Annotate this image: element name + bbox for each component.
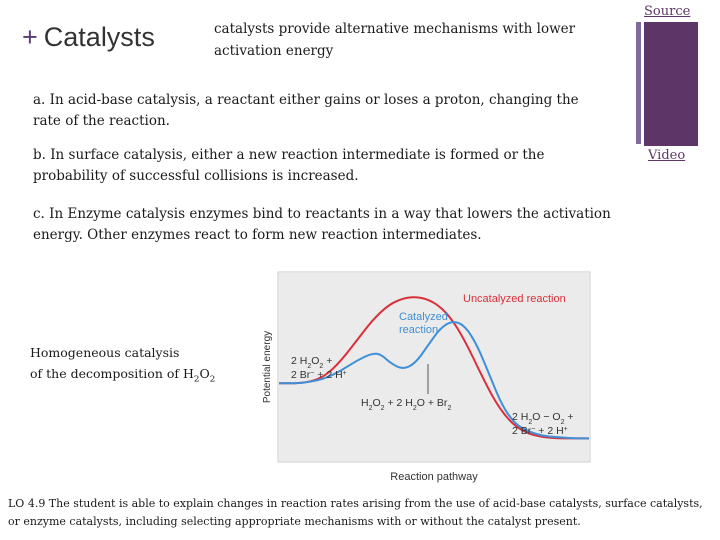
caption-line-1: Homogeneous catalysis bbox=[30, 345, 180, 360]
series-label-uncatalyzed: Uncatalyzed reaction bbox=[463, 293, 566, 305]
caption-text: of the decomposition of H bbox=[30, 366, 194, 381]
series-label-catalyzed-line2: reaction bbox=[399, 324, 439, 336]
plus-icon: + bbox=[22, 22, 38, 52]
caption-o: O bbox=[199, 366, 210, 381]
x-axis-label: Reaction pathway bbox=[390, 471, 478, 483]
paragraph-surface: b. In surface catalysis, either a new reaction intermediate is formed or the probability of successful collisions is increased. bbox=[33, 147, 545, 184]
annotation-reactants-1: 2 $H_2O_2$ + bbox=[291, 355, 333, 370]
caption-line-2 bbox=[30, 363, 230, 391]
source-link[interactable]: Source bbox=[644, 4, 691, 19]
slide-subtitle: catalysts provide alternative mechanisms with lower activation energy bbox=[214, 21, 576, 59]
slide-title-text: Catalysts bbox=[43, 22, 155, 52]
annotation-products-2: 2 Br− + 2 H+ bbox=[512, 425, 568, 437]
accent-bar bbox=[644, 22, 698, 146]
annotation-reactants-2: 2 Br− + 2 H+ bbox=[291, 369, 347, 381]
caption-sub-2: 2 bbox=[209, 374, 216, 385]
accent-bar-thin bbox=[636, 22, 641, 144]
video-link[interactable]: Video bbox=[648, 148, 686, 163]
series-label-catalyzed-line1: Catalyzed bbox=[399, 311, 448, 323]
slide-title bbox=[22, 22, 155, 53]
annotation-products-1: 2 $H_2O - O_2$ + bbox=[512, 411, 574, 426]
paragraph-acid-base: a. In acid-base catalysis, a reactant either gains or loses a proton, changing the rate of the reaction. bbox=[33, 92, 579, 129]
diagram-caption bbox=[30, 342, 230, 391]
y-axis-label: Potential energy bbox=[262, 330, 273, 404]
energy-diagram bbox=[248, 262, 598, 488]
caption-sub-1: 2 bbox=[193, 374, 200, 385]
learning-objective: LO 4.9 The student is able to explain changes in reaction rates arising from the use of acid-base catalysts, surface catalysts, or enzyme catalysts, including selecting appropriate mechanisms with or without the catalyst present. bbox=[8, 497, 703, 528]
paragraph-enzyme: c. In Enzyme catalysis enzymes bind to reactants in a way that lowers the activation energy. Other enzymes react to form new reaction intermediates. bbox=[33, 206, 611, 243]
energy-diagram-svg bbox=[248, 262, 598, 488]
annotation-intermediate: $H_2O_2 + 2$ $H_2O + Br_2$ bbox=[361, 397, 452, 412]
